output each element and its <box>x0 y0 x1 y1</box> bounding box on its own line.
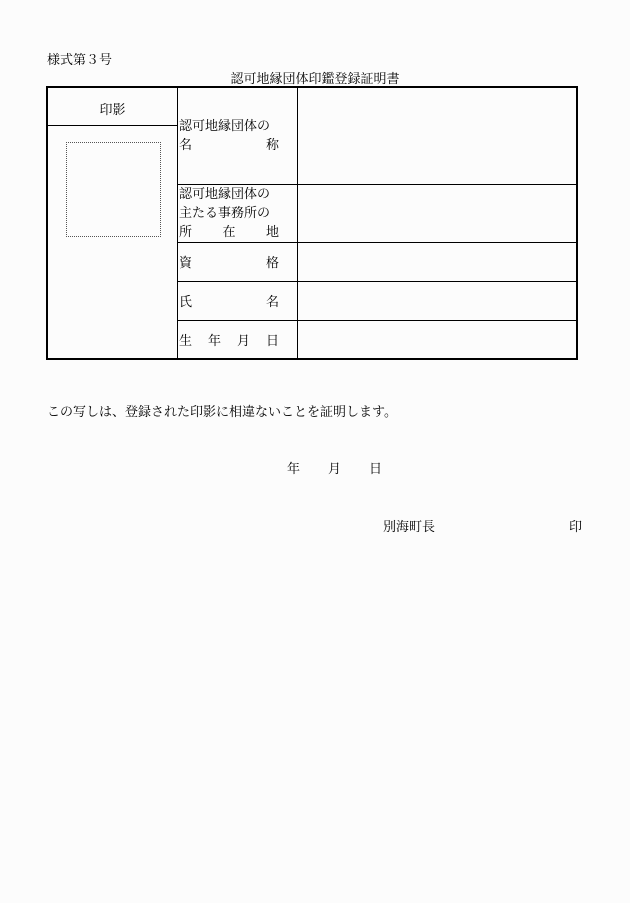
document-title: 認可地縁団体印鑑登録証明書 <box>230 72 400 87</box>
label-char: 月 <box>236 334 250 349</box>
certificate-table <box>46 86 578 360</box>
label-char: 地 <box>265 225 279 240</box>
value-cell-birthdate <box>298 321 576 358</box>
label-name-line2 <box>179 136 279 155</box>
issue-date <box>287 458 382 477</box>
label-char: 称 <box>265 138 279 153</box>
label-char: 格 <box>265 256 279 271</box>
label-char: 資 <box>179 256 193 271</box>
seal-impression-header: 印影 <box>99 103 126 118</box>
label-char: 名 <box>265 295 279 310</box>
label-office-line1: 認可地縁団体の <box>179 187 271 202</box>
label-office-line3 <box>179 223 279 242</box>
date-month: 月 <box>328 462 342 477</box>
label-char: 氏 <box>179 295 193 310</box>
value-cell-office <box>298 185 576 242</box>
column-divider-seal <box>177 88 178 358</box>
label-group-name <box>179 117 279 155</box>
label-name-line1: 認可地縁団体の <box>179 119 271 134</box>
certification-statement: この写しは、登録された印影に相違ないことを証明します。 <box>47 405 397 420</box>
issuer-title: 別海町長 <box>383 520 436 535</box>
form-number: 様式第３号 <box>47 53 113 68</box>
label-char: 生 <box>179 334 193 349</box>
label-char: 所 <box>179 225 193 240</box>
seal-header-divider <box>48 125 177 126</box>
label-char: 年 <box>207 334 221 349</box>
label-char: 日 <box>265 334 279 349</box>
label-birthdate <box>179 332 279 351</box>
value-cell-qualification <box>298 243 576 281</box>
value-cell-name <box>298 88 576 184</box>
label-office <box>179 185 279 242</box>
issuer-seal-mark: 印 <box>569 520 583 535</box>
label-qualification <box>179 254 279 273</box>
date-day: 日 <box>369 462 383 477</box>
label-char: 在 <box>222 225 236 240</box>
date-year: 年 <box>287 462 301 477</box>
label-office-line2: 主たる事務所の <box>179 206 271 221</box>
value-cell-person-name <box>298 282 576 320</box>
seal-impression-box <box>66 142 161 237</box>
label-char: 名 <box>179 138 193 153</box>
label-person-name <box>179 293 279 312</box>
